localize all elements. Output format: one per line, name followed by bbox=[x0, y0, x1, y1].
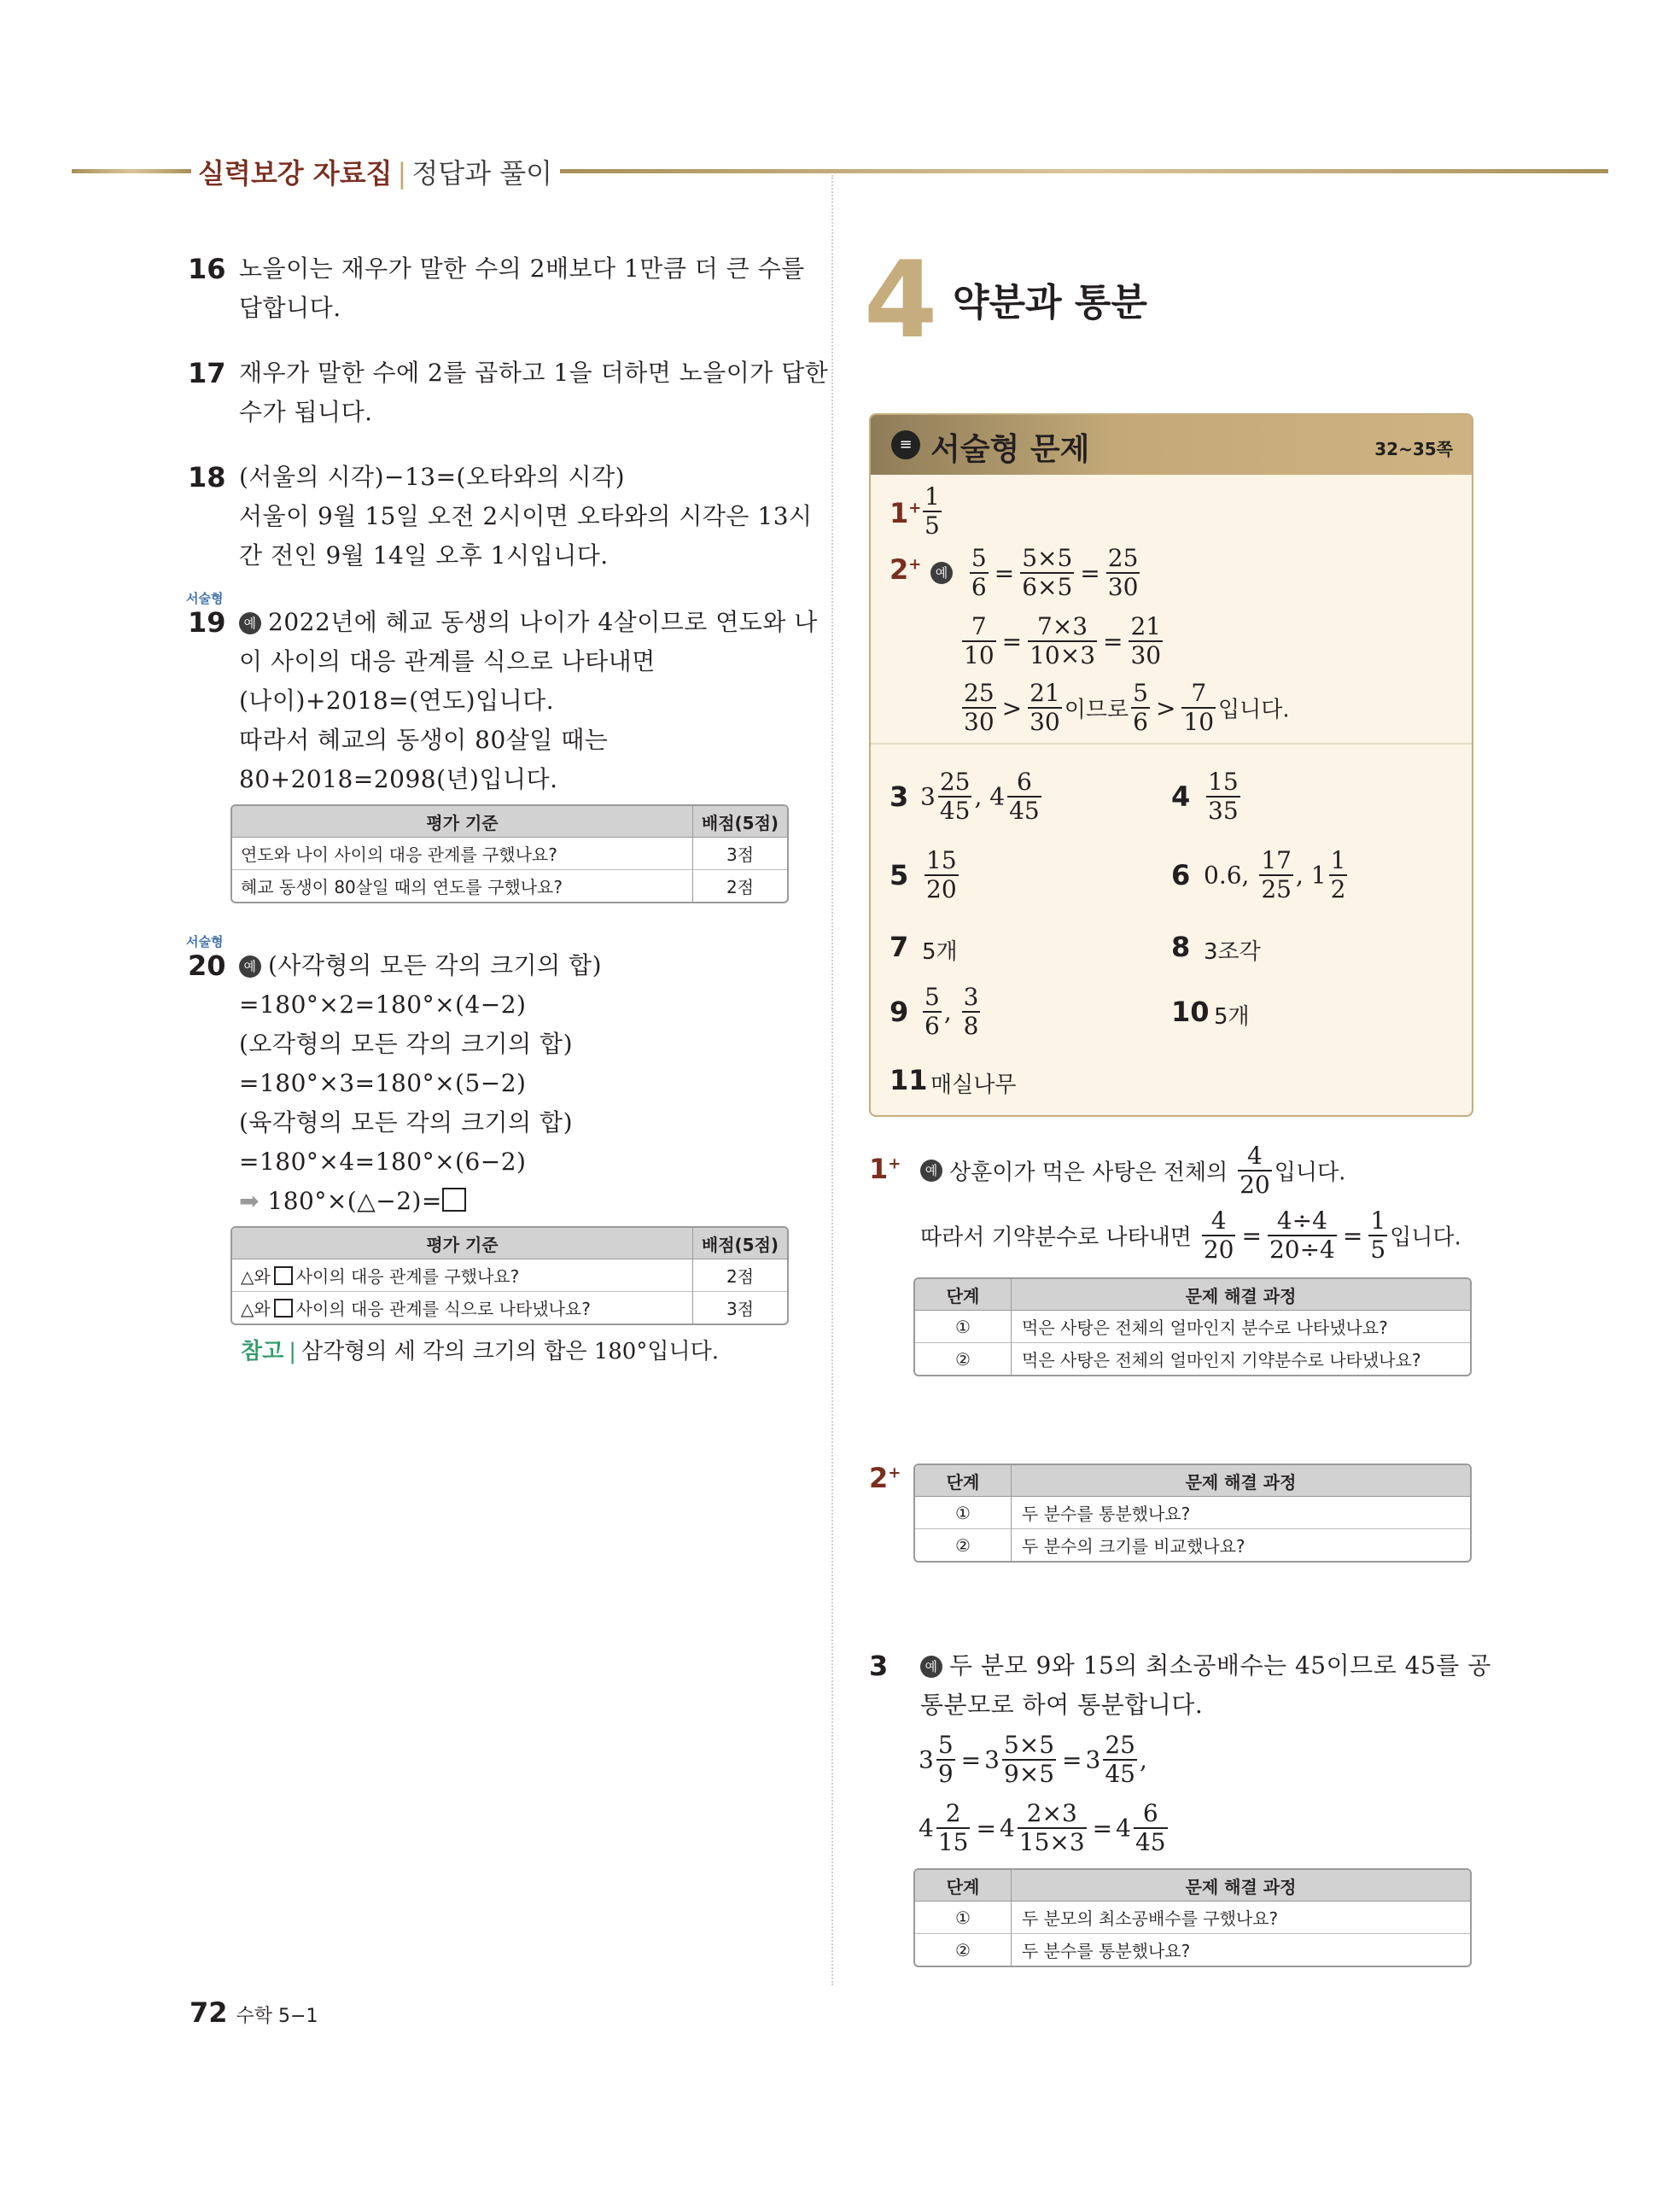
solution-1-line-2: 따라서 기약분수로 나타내면 $\frac{4}{20}$ = $\frac{4\div 4}{20\div 4}$ = $\frac{1}{5}$ 입니다. bbox=[920, 1207, 1461, 1264]
panel-title: 서술형 문제 bbox=[930, 432, 1090, 467]
step-header: 단계 bbox=[915, 1279, 1011, 1311]
answer-7-value: 5개 bbox=[922, 939, 958, 965]
answer-4-number: 4 bbox=[1171, 780, 1191, 813]
example-badge: 예 bbox=[930, 562, 953, 584]
process-header: 문제 해결 과정 bbox=[1011, 1465, 1470, 1497]
q18-line-1: (서울의 시각)−13=(오타와의 시각) bbox=[239, 463, 626, 491]
answer-10-number: 10 bbox=[1171, 996, 1210, 1028]
q17-number: 17 bbox=[188, 357, 226, 389]
q17-line-2: 수가 됩니다. bbox=[239, 398, 373, 426]
q19-example-badge: 예 bbox=[239, 612, 261, 634]
answer-2-row-1: 예 $\frac{5}{6}$ = $\frac{5\times 5}{6\times 5}$ = $\frac{25}{30}$ bbox=[930, 545, 1142, 601]
q16-number: 16 bbox=[188, 253, 226, 285]
answer-9-value: $\frac{5}{6}$ , $\frac{3}{8}$ bbox=[925, 983, 979, 1040]
answer-11-number: 11 bbox=[890, 1064, 928, 1096]
chapter-title: 약분과 통분 bbox=[953, 281, 1147, 324]
solution-2-steps-table bbox=[913, 1464, 1472, 1563]
chapter-number: 4 bbox=[864, 239, 938, 362]
solution-3-row-2: 4 $\frac{2}{15}$ = 4 $\frac{2\times 3}{15\times 3}$ = 4 $\frac{6}{45}$ bbox=[919, 1799, 1166, 1856]
example-badge: 예 bbox=[920, 1160, 942, 1182]
step-header: 단계 bbox=[915, 1465, 1011, 1497]
q20-line-4: =180°×3=180°×(5−2) bbox=[239, 1069, 527, 1097]
q18-line-3: 간 전인 9월 14일 오후 1시입니다. bbox=[239, 541, 609, 570]
q20-line-7: ➡ 180°×(△−2)= bbox=[239, 1182, 466, 1221]
solution-1-steps-table bbox=[913, 1277, 1472, 1376]
table-row: ① 먹은 사탕은 전체의 얼마인지 분수로 나타냈나요? bbox=[915, 1311, 1470, 1343]
panel-divider bbox=[871, 743, 1472, 745]
table-row: ① 두 분모의 최소공배수를 구했나요? bbox=[915, 1902, 1470, 1934]
solution-2-number: 2+ bbox=[869, 1462, 901, 1494]
answer-5-value: $\frac{15}{20}$ bbox=[926, 846, 957, 903]
process-header: 문제 해결 과정 bbox=[1011, 1279, 1470, 1311]
process-header: 문제 해결 과정 bbox=[1011, 1870, 1470, 1902]
q20-number: 20 bbox=[188, 949, 226, 982]
answer-2-row-2: $\frac{7}{10}$ = $\frac{7\times 3}{10\times 3}$ = $\frac{21}{30}$ bbox=[964, 612, 1162, 669]
table-row: ② 두 분수의 크기를 비교했나요? bbox=[915, 1529, 1470, 1561]
q18-number: 18 bbox=[188, 461, 226, 494]
q20-tag: 서술형 bbox=[186, 934, 224, 949]
example-badge: 예 bbox=[920, 1656, 942, 1678]
q19-line-2: 이 사이의 대응 관계를 식으로 나타내면 bbox=[239, 647, 656, 675]
header-rule-right bbox=[560, 169, 1608, 173]
q20-line-2: =180°×2=180°×(4−2) bbox=[239, 990, 527, 1019]
q19-tag: 서술형 bbox=[186, 591, 224, 606]
q16-line-1: 노을이는 재우가 말한 수의 2배보다 1만큼 더 큰 수를 bbox=[239, 254, 805, 283]
q20-example-badge: 예 bbox=[239, 955, 261, 978]
step-header: 단계 bbox=[915, 1870, 1011, 1902]
solution-3-line-1: 예 두 분모 9와 15의 최소공배수는 45이므로 45를 공 bbox=[920, 1646, 1491, 1686]
answer-7-number: 7 bbox=[890, 931, 909, 963]
page-number: 72 bbox=[190, 1996, 228, 2029]
solution-1-line-1: 예 상훈이가 먹은 사탕은 전체의 $\frac{4}{20}$ 입니다. bbox=[920, 1142, 1345, 1199]
table-row: 혜교 동생이 80살일 때의 연도를 구했나요? 2점 bbox=[232, 870, 787, 902]
page-footer bbox=[190, 1996, 318, 2029]
square-icon bbox=[274, 1299, 293, 1318]
solution-3-line-2: 통분모로 하여 통분합니다. bbox=[920, 1691, 1204, 1719]
table-row: ① 두 분수를 통분했나요? bbox=[915, 1497, 1470, 1529]
answer-10-value: 5개 bbox=[1214, 1004, 1250, 1030]
q20-line-3: (오각형의 모든 각의 크기의 합) bbox=[239, 1030, 574, 1058]
answer-5-number: 5 bbox=[890, 859, 909, 891]
square-icon bbox=[442, 1188, 466, 1212]
answer-3-value: 3 $\frac{25}{45}$ , 4 $\frac{6}{45}$ bbox=[920, 768, 1040, 825]
answer-9-number: 9 bbox=[890, 996, 909, 1028]
list-icon: ≡ bbox=[891, 430, 920, 459]
table-row: ② 두 분수를 통분했나요? bbox=[915, 1934, 1470, 1966]
header-subtitle: 정답과 풀이 bbox=[411, 157, 553, 190]
score-header: 배점(5점) bbox=[692, 1228, 787, 1259]
table-row: △와 사이의 대응 관계를 식으로 나타냈나요? 3점 bbox=[232, 1292, 787, 1323]
answer-11-value: 매실나무 bbox=[930, 1072, 1017, 1098]
answer-3-number: 3 bbox=[890, 780, 909, 813]
q20-line-6: =180°×4=180°×(6−2) bbox=[239, 1148, 527, 1176]
answer-8-number: 8 bbox=[1171, 931, 1191, 963]
answer-6-value: 0.6, $\frac{17}{25}$ , 1 $\frac{1}{2}$ bbox=[1204, 846, 1346, 903]
criteria-header: 평가 기준 bbox=[232, 806, 692, 838]
q19-criteria-table bbox=[230, 804, 789, 903]
q16-line-2: 답합니다. bbox=[239, 294, 341, 322]
answer-2-number: 2+ bbox=[890, 553, 922, 586]
answer-6-number: 6 bbox=[1171, 859, 1191, 891]
q19-line-5: 80+2018=2098(년)입니다. bbox=[239, 765, 558, 793]
header-title: 실력보강 자료집 | 정답과 풀이 bbox=[198, 157, 553, 190]
q17-line-1: 재우가 말한 수에 2를 곱하고 1을 더하면 노을이가 답한 bbox=[239, 359, 829, 387]
table-row: 연도와 나이 사이의 대응 관계를 구했나요? 3점 bbox=[232, 838, 787, 870]
criteria-header: 평가 기준 bbox=[232, 1228, 692, 1259]
q19-line-3: (나이)+2018=(연도)입니다. bbox=[239, 687, 555, 715]
book-name: 수학 5−1 bbox=[236, 2006, 318, 2027]
score-header: 배점(5점) bbox=[692, 806, 787, 838]
answer-1-value: $\frac{1}{5}$ bbox=[925, 482, 940, 540]
answer-4-value: $\frac{15}{35}$ bbox=[1208, 768, 1239, 825]
panel-pages: 32~35쪽 bbox=[1374, 439, 1453, 459]
square-icon bbox=[274, 1266, 293, 1285]
solution-1-number: 1+ bbox=[869, 1153, 901, 1185]
solution-3-number: 3 bbox=[869, 1650, 889, 1682]
column-divider bbox=[831, 175, 833, 1985]
answer-panel bbox=[869, 413, 1473, 1117]
table-row: ② 먹은 사탕은 전체의 얼마인지 기약분수로 나타냈나요? bbox=[915, 1343, 1470, 1375]
solution-3-row-1: 3 $\frac{5}{9}$ = 3 $\frac{5\times 5}{9\times 5}$ = 3 $\frac{25}{45}$ , bbox=[919, 1731, 1147, 1788]
solution-3-steps-table bbox=[913, 1868, 1472, 1967]
header-rule-left bbox=[72, 169, 191, 173]
q20-line-1: 예 (사각형의 모든 각의 크기의 합) bbox=[239, 946, 602, 985]
q20-reference: 참고 | 삼각형의 세 각의 크기의 합은 180°입니다. bbox=[241, 1339, 719, 1364]
panel-header bbox=[871, 415, 1472, 475]
q20-criteria-table bbox=[230, 1226, 789, 1325]
q19-line-1: 예 2022년에 혜교 동생의 나이가 4살이므로 연도와 나 bbox=[239, 603, 818, 642]
q19-number: 19 bbox=[188, 606, 226, 639]
q19-line-4: 따라서 혜교의 동생이 80살일 때는 bbox=[239, 726, 609, 754]
q20-line-5: (육각형의 모든 각의 크기의 합) bbox=[239, 1108, 574, 1136]
answer-2-row-3: $\frac{25}{30}$ > $\frac{21}{30}$ 이므로 $\frac{5}{6}$ > $\frac{7}{10}$ 입니다. bbox=[964, 679, 1290, 736]
table-row: △와 사이의 대응 관계를 구했나요? 2점 bbox=[232, 1259, 787, 1292]
q18-line-2: 서울이 9월 15일 오전 2시이면 오타와의 시각은 13시 bbox=[239, 502, 813, 530]
answer-1-number: 1+ bbox=[890, 497, 922, 529]
arrow-icon: ➡ bbox=[239, 1187, 260, 1215]
answer-8-value: 3조각 bbox=[1204, 939, 1261, 965]
